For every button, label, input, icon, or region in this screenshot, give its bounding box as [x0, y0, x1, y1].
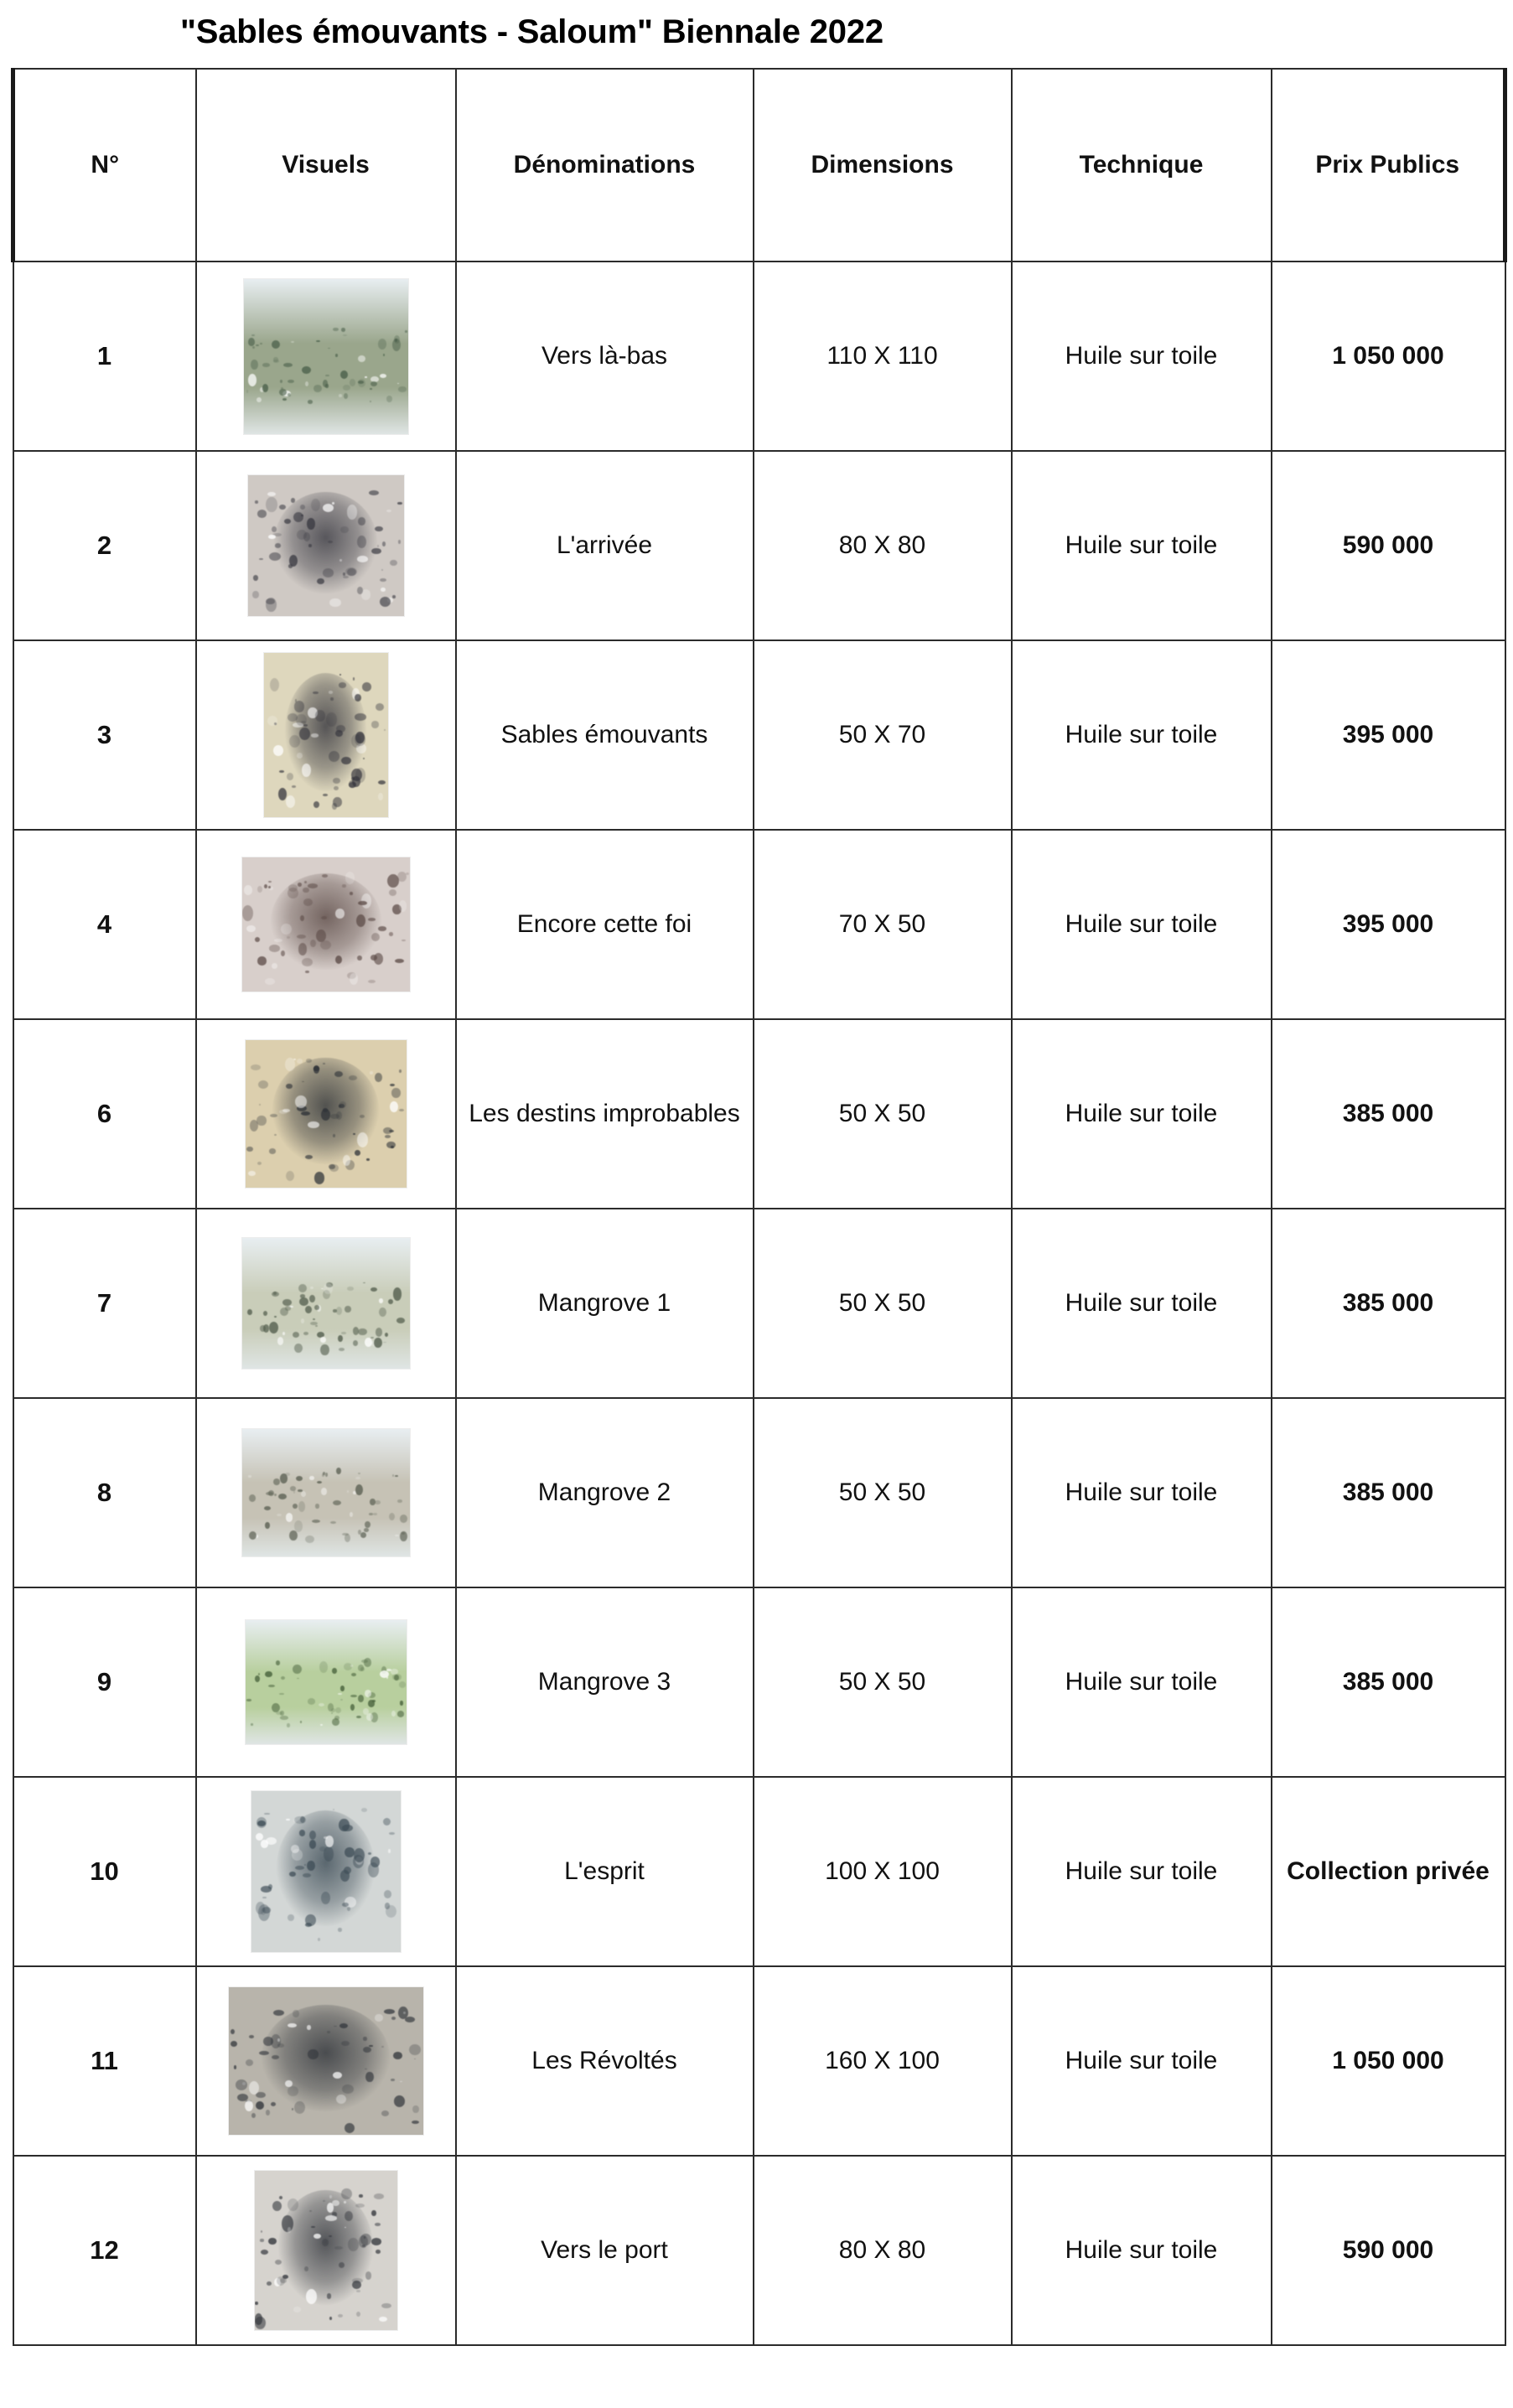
cell-price: 395 000: [1272, 640, 1505, 830]
cell-visual: [196, 2156, 456, 2345]
cell-dimensions: 110 X 110: [754, 262, 1012, 451]
cell-visual: [196, 451, 456, 640]
table-row: [13, 830, 1505, 1019]
column-header-denominations: Dénominations: [456, 69, 754, 262]
column-header-technique: Technique: [1012, 69, 1272, 262]
cell-visual: [196, 1777, 456, 1966]
cell-technique: Huile sur toile: [1012, 451, 1272, 640]
cell-dimensions: 50 X 70: [754, 640, 1012, 830]
cell-denomination: L'arrivée: [456, 451, 754, 640]
cell-technique: Huile sur toile: [1012, 262, 1272, 451]
cell-dimensions: 50 X 50: [754, 1587, 1012, 1777]
cell-denomination: Vers là-bas: [456, 262, 754, 451]
cell-denomination: Mangrove 2: [456, 1398, 754, 1587]
table-row: [13, 1019, 1505, 1209]
artwork-thumbnail-les-revoltes: [202, 1987, 450, 2135]
cell-dimensions: 50 X 50: [754, 1209, 1012, 1398]
artwork-thumbnail-encore-cette-foi: [202, 857, 450, 992]
table-row: [13, 1398, 1505, 1587]
table-row: [13, 1587, 1505, 1777]
cell-dimensions: 80 X 80: [754, 2156, 1012, 2345]
table-row: [13, 262, 1505, 451]
artwork-thumbnail-mangrove-2: [202, 1429, 450, 1556]
column-header-visuals: Visuels: [196, 69, 456, 262]
column-header-dimensions: Dimensions: [754, 69, 1012, 262]
cell-visual: [196, 1019, 456, 1209]
table-row: [13, 1777, 1505, 1966]
cell-technique: Huile sur toile: [1012, 1587, 1272, 1777]
cell-technique: Huile sur toile: [1012, 1398, 1272, 1587]
cell-denomination: L'esprit: [456, 1777, 754, 1966]
cell-number: 1: [13, 262, 196, 451]
cell-visual: [196, 830, 456, 1019]
cell-dimensions: 70 X 50: [754, 830, 1012, 1019]
cell-visual: [196, 262, 456, 451]
cell-number: 10: [13, 1777, 196, 1966]
cell-denomination: Sables émouvants: [456, 640, 754, 830]
cell-number: 2: [13, 451, 196, 640]
page-title: "Sables émouvants - Saloum" Biennale 2022: [180, 13, 883, 50]
table-row: [13, 640, 1505, 830]
cell-number: 11: [13, 1966, 196, 2156]
cell-price: 590 000: [1272, 451, 1505, 640]
table-header: [13, 69, 1505, 262]
cell-visual: [196, 640, 456, 830]
cell-dimensions: 50 X 50: [754, 1398, 1012, 1587]
artwork-thumbnail-mangrove-3: [202, 1620, 450, 1744]
cell-denomination: Mangrove 3: [456, 1587, 754, 1777]
cell-price: 1 050 000: [1272, 1966, 1505, 2156]
cell-price: Collection privée: [1272, 1777, 1505, 1966]
table-body: [13, 262, 1505, 2345]
cell-technique: Huile sur toile: [1012, 1209, 1272, 1398]
table-row: [13, 1966, 1505, 2156]
column-header-prix: Prix Publics: [1272, 69, 1505, 262]
cell-price: 385 000: [1272, 1209, 1505, 1398]
cell-dimensions: 80 X 80: [754, 451, 1012, 640]
cell-visual: [196, 1209, 456, 1398]
cell-denomination: Mangrove 1: [456, 1209, 754, 1398]
cell-technique: Huile sur toile: [1012, 1019, 1272, 1209]
cell-denomination: Encore cette foi: [456, 830, 754, 1019]
cell-dimensions: 100 X 100: [754, 1777, 1012, 1966]
cell-visual: [196, 1587, 456, 1777]
cell-denomination: Les Révoltés: [456, 1966, 754, 2156]
cell-denomination: Les destins improbables: [456, 1019, 754, 1209]
cell-price: 385 000: [1272, 1398, 1505, 1587]
cell-dimensions: 50 X 50: [754, 1019, 1012, 1209]
cell-number: 3: [13, 640, 196, 830]
artwork-thumbnail-vers-le-port: [202, 2171, 450, 2330]
artwork-thumbnail-vers-la-bas: [202, 279, 450, 434]
cell-technique: Huile sur toile: [1012, 1777, 1272, 1966]
artwork-thumbnail-les-destins-improbables: [202, 1040, 450, 1188]
cell-denomination: Vers le port: [456, 2156, 754, 2345]
table-row: [13, 451, 1505, 640]
artwork-thumbnail-sables-emouvants: [202, 653, 450, 817]
cell-number: 4: [13, 830, 196, 1019]
cell-number: 9: [13, 1587, 196, 1777]
cell-price: 590 000: [1272, 2156, 1505, 2345]
cell-visual: [196, 1398, 456, 1587]
cell-number: 6: [13, 1019, 196, 1209]
cell-price: 385 000: [1272, 1019, 1505, 1209]
artwork-thumbnail-mangrove-1: [202, 1238, 450, 1369]
cell-visual: [196, 1966, 456, 2156]
cell-number: 8: [13, 1398, 196, 1587]
artwork-thumbnail-larrivee: [202, 475, 450, 616]
cell-technique: Huile sur toile: [1012, 2156, 1272, 2345]
cell-technique: Huile sur toile: [1012, 1966, 1272, 2156]
artwork-thumbnail-lesprit: [202, 1791, 450, 1952]
cell-price: 1 050 000: [1272, 262, 1505, 451]
cell-price: 385 000: [1272, 1587, 1505, 1777]
cell-dimensions: 160 X 100: [754, 1966, 1012, 2156]
table-row: [13, 2156, 1505, 2345]
artwork-catalog-table: [11, 68, 1507, 2346]
table-header-row: [13, 69, 1505, 262]
cell-technique: Huile sur toile: [1012, 830, 1272, 1019]
cell-technique: Huile sur toile: [1012, 640, 1272, 830]
cell-number: 12: [13, 2156, 196, 2345]
column-header-num: N°: [13, 69, 196, 262]
cell-number: 7: [13, 1209, 196, 1398]
table-row: [13, 1209, 1505, 1398]
cell-price: 395 000: [1272, 830, 1505, 1019]
